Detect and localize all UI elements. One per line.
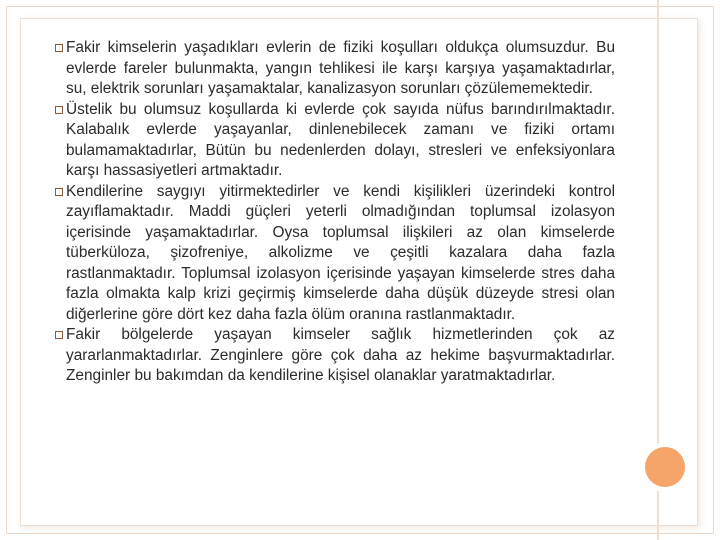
square-bullet-icon	[55, 44, 63, 52]
bullet-item	[55, 325, 615, 387]
slide-content	[55, 38, 615, 387]
bullet-text: Kendilerine saygıyı yitirmektedirler ve kendi kişilikleri üzerindeki kontrol zayıflamaktadır. Maddi güçleri yeterli olmadığından toplumsal izolasyon içerisinde yaşamaktadırlar. Oysa toplumsal ilişkileri az olan kimselerde tüberküloza, şizofreniye, alkolizme ve çeşitli kazalara daha fazla rastlanmaktadır. Toplumsal izolasyon içerisinde yaşayan kimselerde stres daha fazla olmakta kalp krizi geçirmiş kimselerde daha düşük düzeyde stresi olan diğerlerine göre dört kez daha fazla ölüm oranına rastlanmaktadır.	[66, 182, 615, 323]
square-bullet-icon	[55, 188, 63, 196]
bullet-text: Üstelik bu olumsuz koşullarda ki evlerde çok sayıda nüfus barındırılmaktadır. Kalabalık evlerde yaşayanlar, dinlenebilecek zamanı ve fiziki ortamı bulamamaktadırlar, Bütün bu nedenlerden dolayı, stresleri ve enfeksiyonlara karşı hassasiyetleri artmaktadır.	[66, 100, 615, 179]
square-bullet-icon	[55, 331, 63, 339]
bullet-item	[55, 100, 615, 182]
decorative-orange-circle	[645, 447, 685, 487]
square-bullet-icon	[55, 106, 63, 114]
bullet-text: Fakir kimselerin yaşadıkları evlerin de fiziki koşulları oldukça olumsuzdur. Bu evlerde fareler bulunmakta, yangın tehlikesi ile karşı karşıya yaşamaktadırlar, su, elektrik sorunları yaşamaktalar, kanalizasyon sorunları çözülememektedir.	[66, 39, 615, 97]
bullet-text: Fakir bölgelerde yaşayan kimseler sağlık hizmetlerinden çok az yararlanmaktadırlar. Zenginlere göre çok daha az hekime başvurmaktadırlar. Zenginler bu bakımdan da kendilerine kişisel olanaklar yaratmaktadırlar.	[66, 326, 615, 384]
bullet-item	[55, 182, 615, 326]
bullet-item	[55, 38, 615, 100]
